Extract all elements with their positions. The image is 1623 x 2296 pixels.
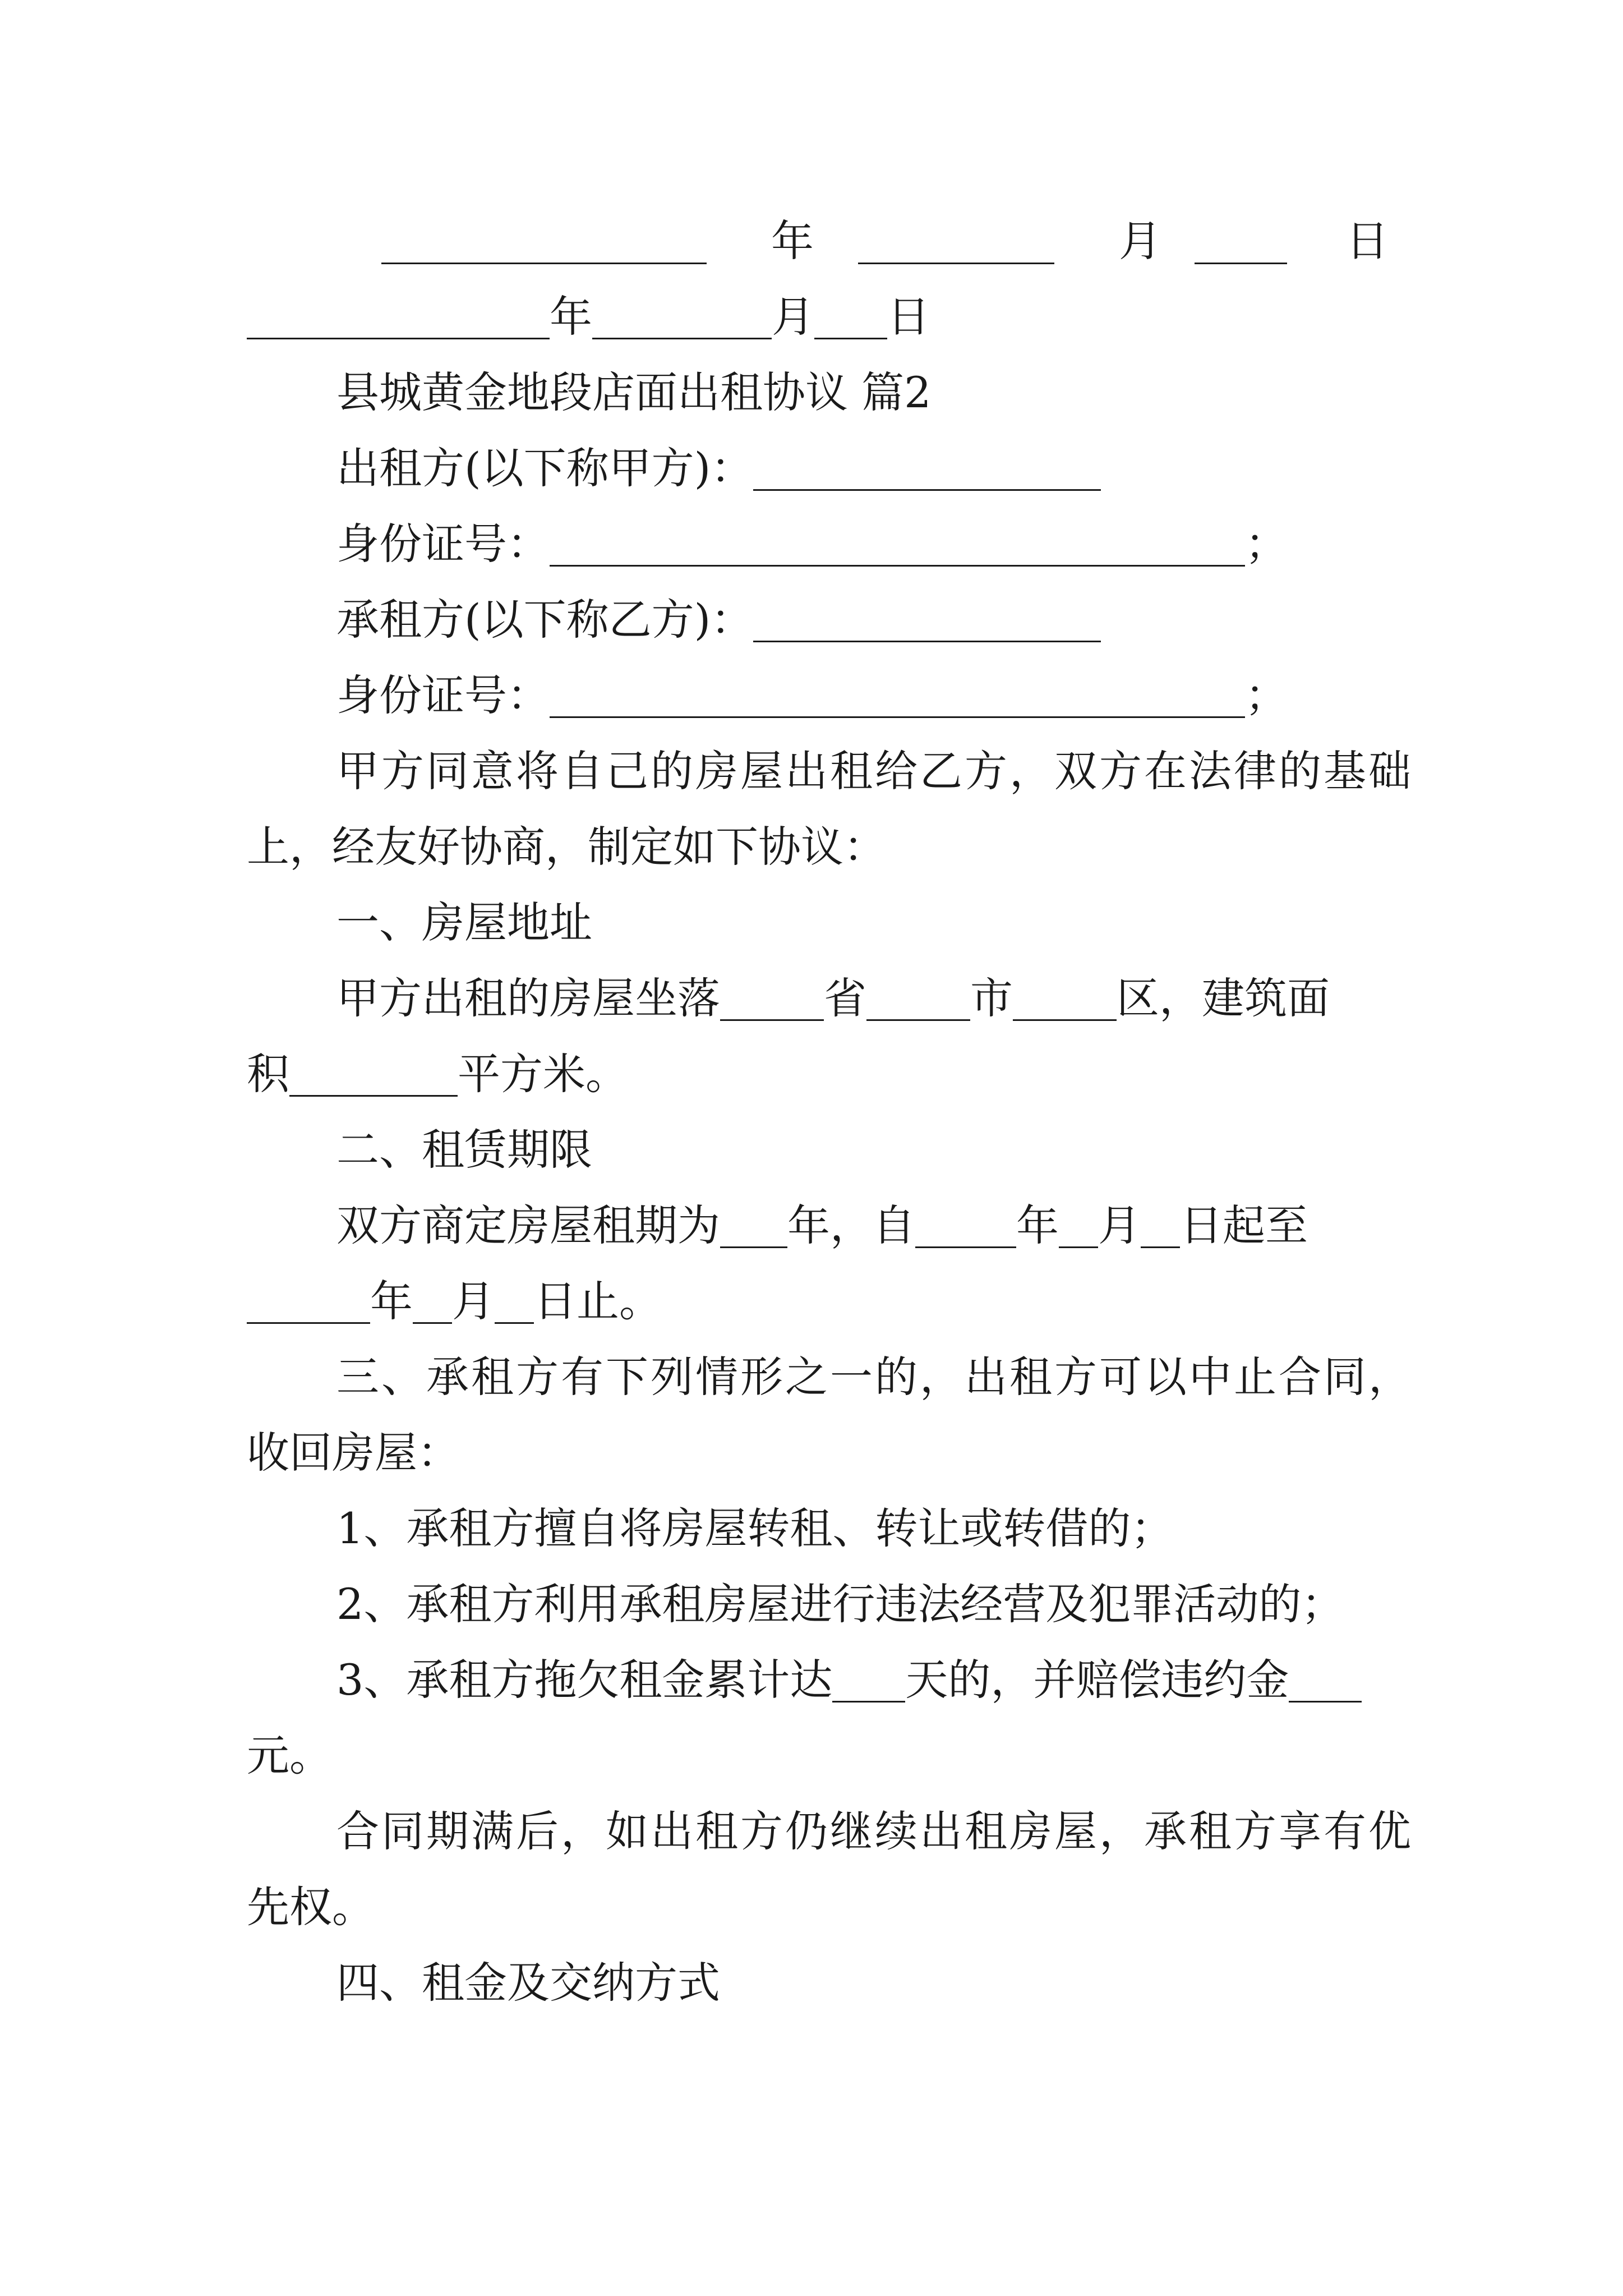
city-label: 市: [970, 973, 1013, 1023]
penalty-blank: [1289, 1658, 1362, 1703]
month-blank: [858, 220, 1054, 264]
section-3-heading-line-2: 收回房屋：: [247, 1428, 460, 1478]
term-years-blank: [720, 1204, 787, 1248]
party-b-line: [336, 586, 1380, 654]
party-b-label: 承租方(以下称乙方)：: [336, 595, 754, 645]
section-1-para-line-2: [247, 1041, 1380, 1108]
section-1-heading: 一、房屋地址: [336, 898, 592, 947]
term-from-label: 年，自: [787, 1200, 915, 1250]
party-a-label: 出租方(以下称甲方)：: [336, 443, 754, 493]
id-label: 身份证号：: [336, 519, 550, 569]
id-b-line: [336, 662, 1380, 729]
day-blank: [814, 295, 887, 339]
id-label: 身份证号：: [336, 670, 550, 720]
month-label: 月: [1119, 216, 1161, 266]
renewal-line-2: 先权。: [247, 1882, 375, 1932]
days-blank: [832, 1658, 905, 1703]
end-day-label: 日止。: [534, 1276, 662, 1326]
province-blank: [720, 977, 824, 1021]
end-month-label: 月: [452, 1276, 495, 1326]
renewal-line-1: 合同期满后，如出租方仍继续出租房屋，承租方享有优: [336, 1806, 1413, 1856]
year-label: 年: [550, 292, 592, 342]
penalty-text: 天的，并赔偿违约金: [905, 1655, 1289, 1705]
intro-line-2: 上，经友好协商，制定如下协议：: [247, 822, 886, 872]
end-day-blank: [495, 1280, 534, 1324]
section-3-item-3-cont: 元。: [247, 1731, 332, 1780]
year-label: 年: [771, 216, 814, 266]
intro-line-1: 甲方同意将自己的房屋出租给乙方，双方在法律的基础: [336, 746, 1413, 796]
section-2-para-line-2: [247, 1268, 1380, 1335]
id-a-line: [336, 510, 1380, 578]
location-text: 甲方出租的房屋坐落: [336, 973, 720, 1023]
start-year-label: 年: [1016, 1200, 1059, 1250]
month-label: 月: [772, 292, 814, 342]
id-suffix: ；: [1245, 670, 1288, 720]
city-blank: [866, 977, 970, 1021]
id-suffix: ；: [1245, 519, 1288, 569]
year-blank: [247, 295, 550, 339]
area-blank: [289, 1052, 458, 1097]
year-blank: [381, 220, 707, 264]
end-year-blank: [247, 1280, 370, 1324]
day-label: 日: [1346, 216, 1389, 266]
section-2-heading: 二、租赁期限: [336, 1125, 592, 1175]
area-text: 积: [247, 1049, 289, 1099]
start-year-blank: [915, 1204, 1016, 1248]
id-blank: [550, 674, 1245, 718]
start-day-blank: [1141, 1204, 1180, 1248]
party-a-blank: [753, 447, 1101, 491]
id-blank: [550, 522, 1245, 567]
start-month-label: 月: [1098, 1200, 1141, 1250]
end-year-label: 年: [370, 1276, 413, 1326]
term-text: 双方商定房屋租期为: [336, 1200, 720, 1250]
area-unit: 平方米。: [458, 1049, 628, 1099]
section-2-para-line-1: [336, 1192, 1380, 1259]
day-blank: [1195, 220, 1287, 264]
district-label: 区，建筑面: [1117, 973, 1330, 1023]
start-day-label: 日起至: [1180, 1200, 1308, 1250]
header-date-line: [247, 208, 1389, 275]
date-line: [247, 283, 1380, 351]
day-label: 日: [887, 292, 930, 342]
party-a-line: [336, 435, 1380, 502]
arrears-text: 3、承租方拖欠租金累计达: [336, 1655, 833, 1705]
start-month-blank: [1059, 1204, 1098, 1248]
section-4-heading: 四、租金及交纳方式: [336, 1958, 720, 2008]
district-blank: [1013, 977, 1117, 1021]
party-b-blank: [753, 598, 1101, 642]
section-1-para-line-1: [336, 965, 1380, 1032]
section-3-item-2: 2、承租方利用承租房屋进行违法经营及犯罪活动的；: [336, 1579, 1344, 1629]
province-label: 省: [824, 973, 866, 1023]
section-3-heading-line-1: 三、承租方有下列情形之一的，出租方可以中止合同，: [336, 1352, 1413, 1402]
section-3-item-3: [336, 1646, 1380, 1714]
agreement-title: 县城黄金地段店面出租协议 篇2: [336, 367, 932, 417]
month-blank: [592, 295, 772, 339]
end-month-blank: [413, 1280, 452, 1324]
section-3-item-1: 1、承租方擅自将房屋转租、转让或转借的；: [336, 1503, 1174, 1553]
